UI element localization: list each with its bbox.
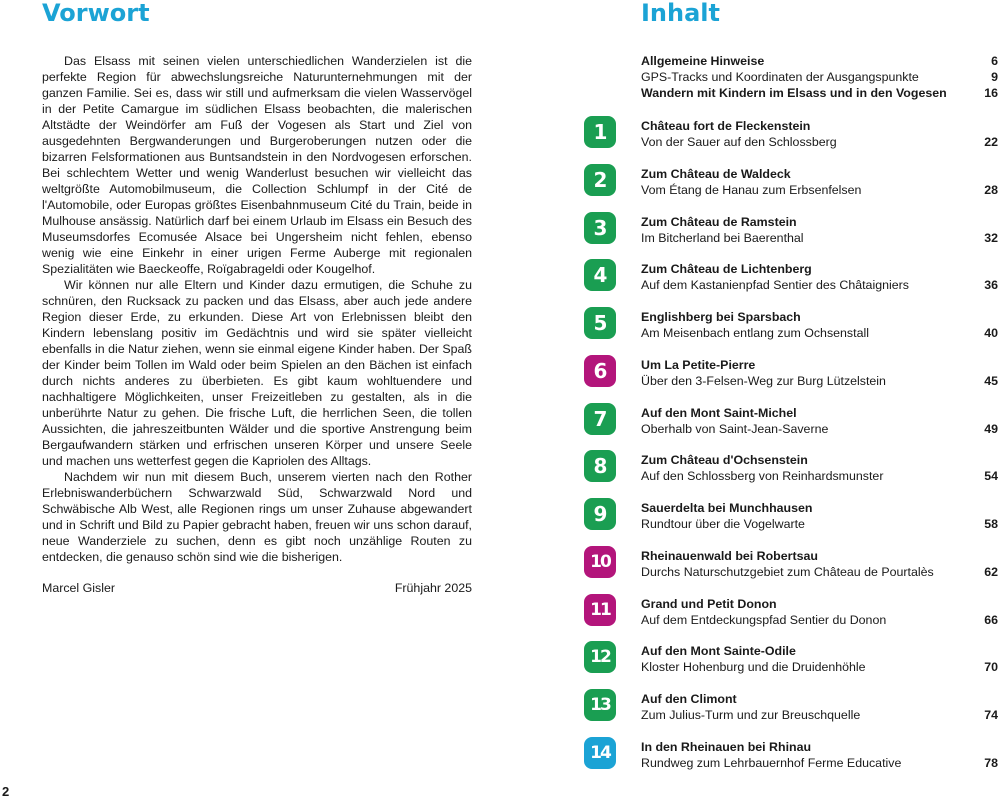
tour-subtitle: Rundweg zum Lehrbauernhof Ferme Educative xyxy=(641,755,902,770)
tour-subtitle-row xyxy=(641,373,998,389)
tour-title: Englishberg bei Sparsbach xyxy=(641,310,801,325)
toc-entry-label: GPS-Tracks und Koordinaten der Ausgangspunkte xyxy=(641,70,919,84)
tour-page-number: 62 xyxy=(984,564,998,579)
tour-title: Um La Petite-Pierre xyxy=(641,357,756,372)
tour-page-number: 66 xyxy=(984,612,998,627)
tour-number-badge: 1 xyxy=(584,116,616,148)
tour-text xyxy=(641,166,998,198)
tour-page-number: 28 xyxy=(984,182,998,197)
tour-text xyxy=(641,214,998,246)
toc-tour-entry[interactable] xyxy=(584,259,998,307)
toc-entry-page: 6 xyxy=(991,54,998,68)
tour-subtitle-row xyxy=(641,707,998,723)
tour-subtitle-row xyxy=(641,755,998,771)
toc-tour-entry[interactable] xyxy=(584,307,998,355)
toc-tour-entry[interactable] xyxy=(584,116,998,164)
foreword-paragraph: Wir können nur alle Eltern und Kinder dazu ermutigen, die Schuhe zu schnüren, den Rucksack zu packen und das Elsass, aber auch jede andere Region dieser Erde, zu erkunden. Diese Art von Erlebnissen bleibt den Kindern lebenslang positiv im Gedächtnis und wird sie später vielleicht ebenfalls in die Natur ziehen, wenn sie einmal eigene Kinder haben. Der Spaß der Kinder beim Tollen im Wald oder beim Spielen an den Bächen ist einfach durch nichts anderes zu überbieten. Es gibt kaum wohltuendere und nachhaltigere Möglichkeiten, unser Freizeitleben zu gestalten, als in die unberührte Natur zu gehen. Die frische Luft, die herrlichen Seen, die tollen Aussichten, die jahreszeitbunten Wälder und die sportive Anstrengung beim Bergaufwandern stärken und erfrischen unseren Körper und unsere Seele und machen uns wetterfest gegen die Kapriolen des Alltags. xyxy=(42,278,472,468)
toc-tour-entry[interactable] xyxy=(584,498,998,546)
tour-title: Auf den Mont Saint-Michel xyxy=(641,405,797,420)
page-number: 2 xyxy=(2,784,10,799)
tour-subtitle-row xyxy=(641,134,998,150)
tour-text xyxy=(641,261,998,293)
tour-subtitle: Über den 3-Felsen-Weg zur Burg Lützelstein xyxy=(641,373,886,388)
tour-text xyxy=(641,118,998,150)
tour-number-badge: 13 xyxy=(584,689,616,721)
tour-page-number: 58 xyxy=(984,517,998,532)
tour-subtitle-row xyxy=(641,421,998,437)
toc-entry-label: Wandern mit Kindern im Elsass und in den Vogesen xyxy=(641,86,947,100)
tour-subtitle: Rundtour über die Vogelwarte xyxy=(641,517,805,532)
tour-page-number: 36 xyxy=(984,278,998,293)
tour-page-number: 74 xyxy=(984,708,998,723)
tour-number-badge: 11 xyxy=(584,594,616,626)
toc-tour-list xyxy=(584,116,998,785)
tour-text xyxy=(641,309,998,341)
tour-subtitle-row xyxy=(641,277,998,293)
tour-page-number: 78 xyxy=(984,755,998,770)
tour-text xyxy=(641,643,998,675)
tour-number-badge: 2 xyxy=(584,164,616,196)
toc-tour-entry[interactable] xyxy=(584,164,998,212)
tour-subtitle: Oberhalb von Saint-Jean-Saverne xyxy=(641,421,829,436)
tour-text xyxy=(641,739,998,771)
tour-title: Zum Château de Waldeck xyxy=(641,166,791,181)
tour-title: Zum Château d'Ochsenstein xyxy=(641,453,808,468)
toc-tour-entry[interactable] xyxy=(584,737,998,785)
foreword-signature xyxy=(42,580,472,596)
toc-entry[interactable] xyxy=(641,53,998,69)
tour-subtitle-row xyxy=(641,612,998,628)
tour-page-number: 49 xyxy=(984,421,998,436)
tour-subtitle: Durchs Naturschutzgebiet zum Château de Pourtalès xyxy=(641,564,934,579)
toc-tour-entry[interactable] xyxy=(584,594,998,642)
toc-general-section xyxy=(641,53,998,101)
toc-entry[interactable] xyxy=(641,69,998,85)
foreword-heading: Vorwort xyxy=(42,0,150,27)
toc-tour-entry[interactable] xyxy=(584,403,998,451)
tour-subtitle: Von der Sauer auf den Schlossberg xyxy=(641,135,837,149)
tour-subtitle: Vom Étang de Hanau zum Erbsenfelsen xyxy=(641,182,862,197)
tour-subtitle: Kloster Hohenburg und die Druidenhöhle xyxy=(641,660,866,675)
tour-number-badge: 8 xyxy=(584,450,616,482)
toc-entry-page: 9 xyxy=(991,70,998,84)
tour-title: Zum Château de Ramstein xyxy=(641,214,797,229)
tour-title: In den Rheinauen bei Rhinau xyxy=(641,739,812,754)
tour-text xyxy=(641,405,998,437)
tour-subtitle-row xyxy=(641,516,998,532)
tour-title: Grand und Petit Donon xyxy=(641,596,777,611)
toc-tour-entry[interactable] xyxy=(584,355,998,403)
tour-number-badge: 4 xyxy=(584,259,616,291)
tour-page-number: 70 xyxy=(984,660,998,675)
tour-text xyxy=(641,596,998,628)
tour-subtitle: Auf dem Entdeckungspfad Sentier du Donon xyxy=(641,612,887,627)
tour-text xyxy=(641,548,998,580)
tour-number-badge: 5 xyxy=(584,307,616,339)
tour-number-badge: 14 xyxy=(584,737,616,769)
tour-subtitle-row xyxy=(641,468,998,484)
tour-page-number: 54 xyxy=(984,469,998,484)
tour-title: Zum Château de Lichtenberg xyxy=(641,262,812,277)
tour-number-badge: 3 xyxy=(584,212,616,244)
toc-tour-entry[interactable] xyxy=(584,641,998,689)
toc-tour-entry[interactable] xyxy=(584,212,998,260)
tour-title: Auf den Mont Sainte-Odile xyxy=(641,644,796,659)
tour-page-number: 40 xyxy=(984,326,998,341)
toc-tour-entry[interactable] xyxy=(584,689,998,737)
tour-subtitle-row xyxy=(641,182,998,198)
contents-heading: Inhalt xyxy=(641,0,720,27)
tour-number-badge: 10 xyxy=(584,546,616,578)
tour-subtitle-row xyxy=(641,564,998,580)
tour-title: Château fort de Fleckenstein xyxy=(641,119,811,133)
tour-subtitle: Auf den Schlossberg von Reinhardsmunster xyxy=(641,469,884,484)
tour-subtitle: Auf dem Kastanienpfad Sentier des Châtaigniers xyxy=(641,278,909,293)
tour-text xyxy=(641,500,998,532)
tour-page-number: 45 xyxy=(984,373,998,388)
foreword-text xyxy=(42,53,472,565)
foreword-date: Frühjahr 2025 xyxy=(394,581,472,595)
tour-subtitle: Im Bitcherland bei Baerenthal xyxy=(641,230,804,245)
toc-entry-label: Allgemeine Hinweise xyxy=(641,54,765,68)
tour-page-number: 32 xyxy=(984,230,998,245)
tour-page-number: 22 xyxy=(984,135,998,149)
tour-title: Sauerdelta bei Munchhausen xyxy=(641,501,813,516)
tour-text xyxy=(641,691,998,723)
foreword-paragraph: Nachdem wir nun mit diesem Buch, unserem vierten nach den Rother Erlebniswanderbüchern Schwarzwald Süd, Schwarzwald Nord und Schwäbische Alb West, alle Regionen rings um unser Zuhause abgewandert und in Schrift und Bild zu Papier gebracht haben, freuen wir uns schon darauf, neue Wanderziele zu suchen, denn es gibt noch unzählige Routen zu entdecken, die genauso schön sind wie die bisherigen. xyxy=(42,470,472,564)
tour-subtitle-row xyxy=(641,659,998,675)
tour-subtitle: Am Meisenbach entlang zum Ochsenstall xyxy=(641,326,869,341)
tour-subtitle-row xyxy=(641,230,998,246)
author-name: Marcel Gisler xyxy=(42,581,115,595)
tour-title: Rheinauenwald bei Robertsau xyxy=(641,548,818,563)
tour-number-badge: 12 xyxy=(584,641,616,673)
tour-text xyxy=(641,452,998,484)
tour-subtitle: Zum Julius-Turm und zur Breuschquelle xyxy=(641,708,861,723)
tour-subtitle-row xyxy=(641,325,998,341)
toc-tour-entry[interactable] xyxy=(584,546,998,594)
tour-number-badge: 7 xyxy=(584,403,616,435)
toc-entry[interactable] xyxy=(641,85,998,101)
tour-title: Auf den Climont xyxy=(641,692,737,707)
toc-entry-page: 16 xyxy=(984,86,998,100)
toc-tour-entry[interactable] xyxy=(584,450,998,498)
tour-text xyxy=(641,357,998,389)
tour-number-badge: 9 xyxy=(584,498,616,530)
tour-number-badge: 6 xyxy=(584,355,616,387)
foreword-paragraph: Das Elsass mit seinen vielen unterschiedlichen Wanderzielen ist die perfekte Region für abwechslungsreiche Naturunternehmungen mit der ganzen Familie. Sei es, dass wir still und aufmerksam die vielen Wasservögel in der Petite Camargue im südlichen Elsass beobachten, die malerischen Altstädte der Weindörfer am Fuß der Vogesen als Start und Ziel von ausgedehnten Bergwanderungen und Burgeroberungen nutzen oder die bizarren Felsformationen aus Buntsandstein in den Nordvogesen erforschen. Bei schlechtem Wetter und wenig Wanderlust besuchen wir vielleicht das weltgrößte Automobilmuseum, die Collection Schlumpf in der Cité de l'Automobile, oder Europas größtes Eisenbahnmuseum Cité du Train, beide in Mulhouse ansässig. Natürlich darf bei einem Urlaub im Elsass ein Besuch des Museumsdorfes Ecomusée Alsace bei Ungersheim nicht fehlen, ebenso wenig wie eine Einkehr in einer urigen Ferme Auberge mit regionalen Spezialitäten wie Baeckeoffe, Roïgabrageldi oder Kougelhof. xyxy=(42,54,472,276)
